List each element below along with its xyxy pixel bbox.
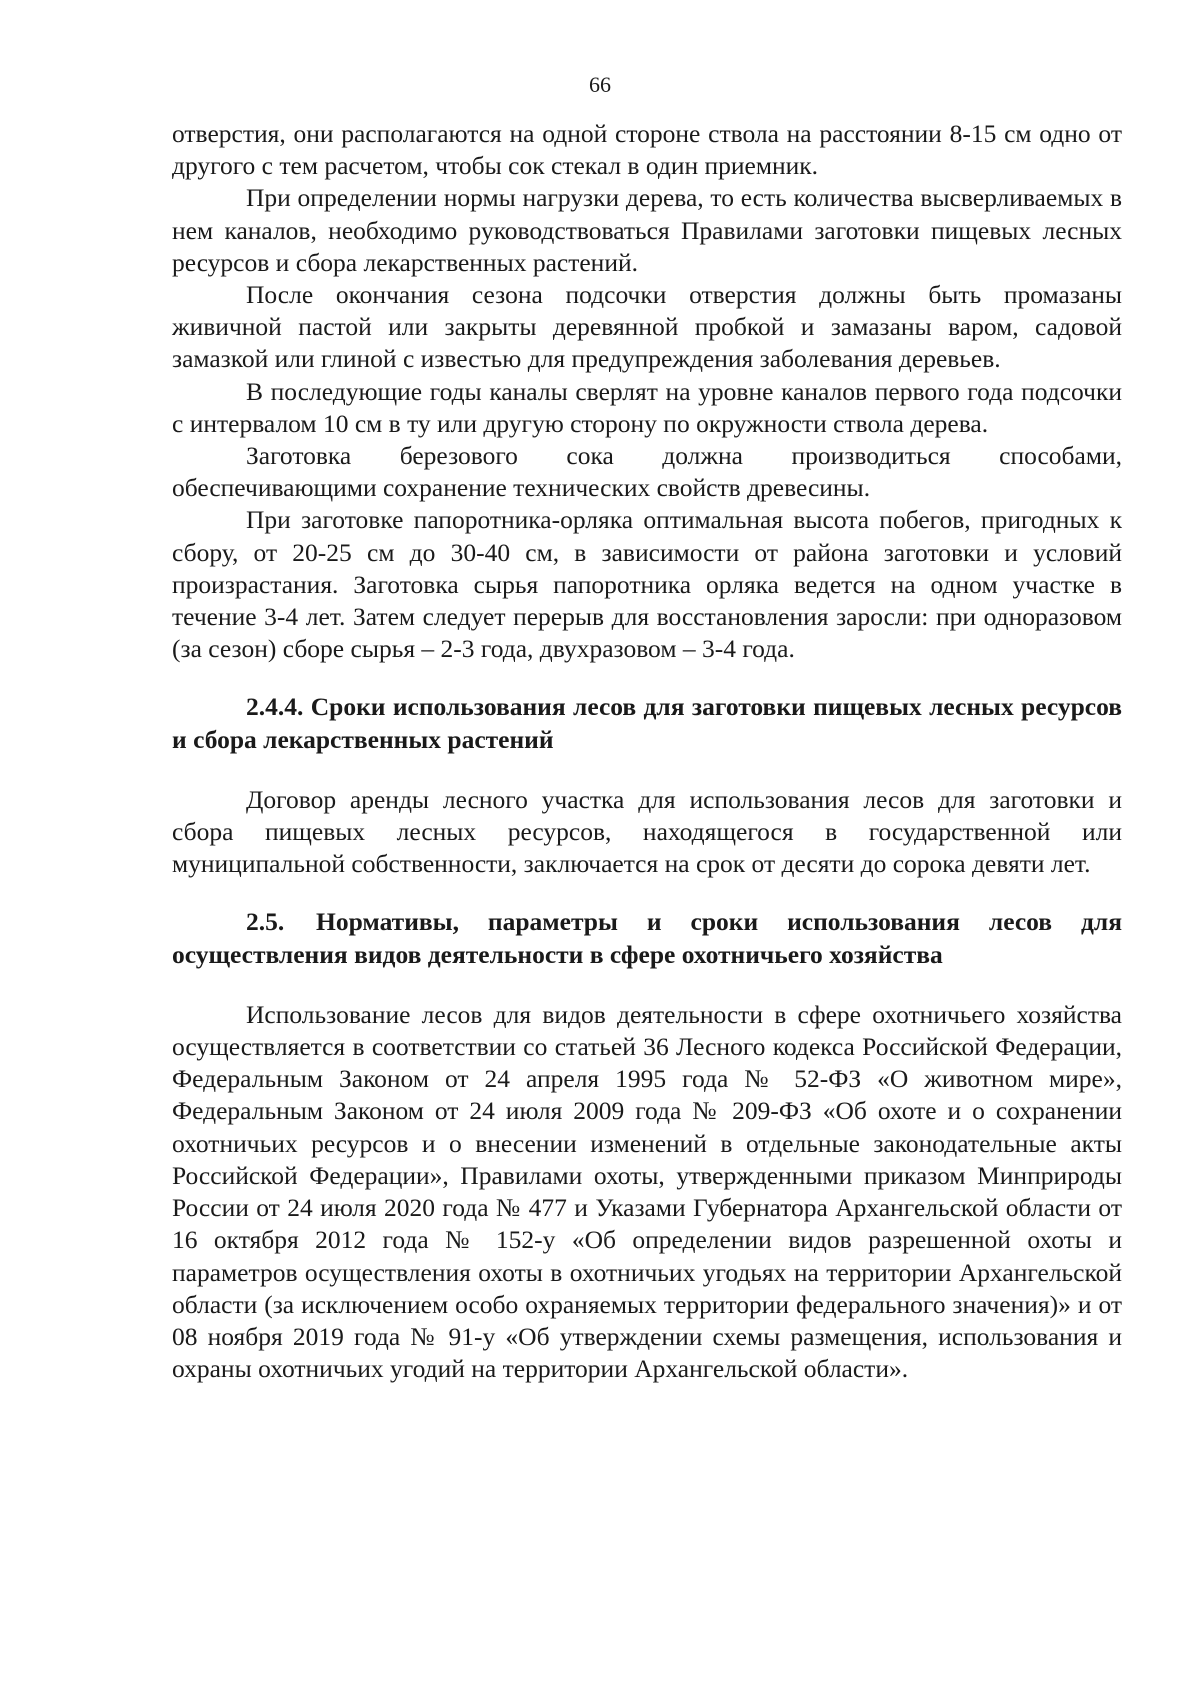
paragraph: В последующие годы каналы сверлят на уровне каналов первого года подсочки с интервалом 10 см в ту или другую сторону по окружности ствола дерева. [172, 376, 1122, 438]
section-heading-2-5 [172, 906, 1122, 970]
section-number: 2.5. [246, 907, 285, 937]
section-title: Нормативы, параметры и сроки использования лесов для осуществления видов деятельности в сфере охотничьего хозяйства [172, 907, 1122, 969]
paragraph: При заготовке папоротника-орляка оптимальная высота побегов, пригодных к сбору, от 20-25 см до 30-40 см, в зависимости от района заготовки и условий произрастания. Заготовка сырья папоротника орляка ведется на одном участке в течение 3-4 лет. Затем следует перерыв для восстановления заросли: при одноразовом (за сезон) сборе сырья – 2-3 года, двухразовом – 3-4 года. [172, 505, 1122, 664]
paragraph: Использование лесов для видов деятельности в сфере охотничьего хозяйства осуществляется в соответствии со статьей 36 Лесного кодекса Российской Федерации, Федеральным Законом от 24 апреля 1995 года № 52-ФЗ «О животном мире», Федеральным Законом от 24 июля 2009 года № 209-ФЗ «Об охоте и о сохранении охотничьих ресурсов и о внесении изменений в отдельные законодательные акты Российской Федерации», Правилами охоты, утвержденными приказом Минприроды России от 24 июля 2020 года № 477 и Указами Губернатора Архангельской области от 16 октября 2012 года № 152-у «Об определении видов разрешенной охоты и параметров осуществления охоты в охотничьих угодьях на территории Архангельской области (за исключением особо охраняемых территории федерального значения)» и от 08 ноября 2019 года № 91-у «Об утверждении схемы размещения, использования и охраны охотничьих угодий на территории Архангельской области». [172, 999, 1122, 1384]
page-content [172, 118, 1122, 1385]
paragraph: После окончания сезона подсочки отверстия должны быть промазаны живичной пастой или закрыты деревянной пробкой и замазаны варом, садовой замазкой или глиной с известью для предупреждения заболевания деревьев. [172, 280, 1122, 374]
section-heading-2-4-4: 2.4.4. Сроки использования лесов для заготовки пищевых лесных ресурсов и сбора лекарственных растений [172, 692, 1122, 754]
page-number: 66 [589, 72, 611, 97]
paragraph: Заготовка березового сока должна производиться способами, обеспечивающими сохранение технических свойств древесины. [172, 441, 1122, 503]
paragraph: При определении нормы нагрузки дерева, то есть количества высверливаемых в нем каналов, необходимо руководствоваться Правилами заготовки пищевых лесных ресурсов и сбора лекарственных растений. [172, 183, 1122, 277]
paragraph: Договор аренды лесного участка для использования лесов для заготовки и сбора пищевых лесных ресурсов, находящегося в государственной или муниципальной собственности, заключается на срок от десяти до сорока девяти лет. [172, 784, 1122, 879]
paragraph: отверстия, они располагаются на одной стороне ствола на расстоянии 8-15 см одно от другого с тем расчетом, чтобы сок стекал в один приемник. [172, 119, 1122, 181]
